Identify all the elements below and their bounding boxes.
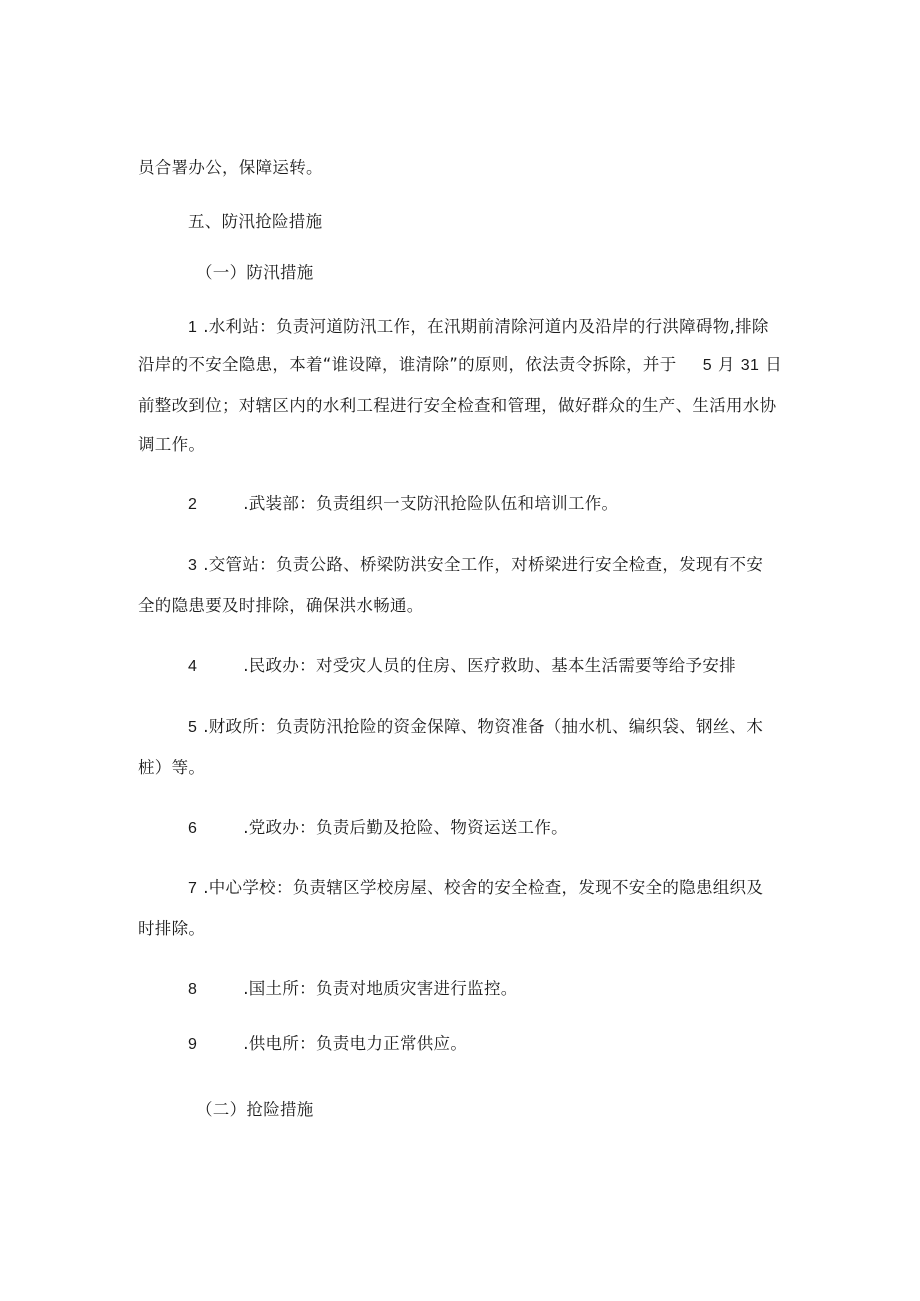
item-number: 4 — [188, 658, 198, 675]
item-number: 5 — [188, 719, 198, 736]
subsection-heading-1: （一）防汛措施 — [196, 263, 314, 282]
list-item-8 — [188, 979, 518, 1000]
item-text: 沿岸的不安全隐患，本着“谁设障，谁清除”的原则，依法责令拆除，并于 — [138, 355, 677, 374]
list-item-4 — [188, 656, 736, 677]
item-text: .水利站：负责河道防汛工作，在汛期前清除河道内及沿岸的行洪障碍物,排除 — [203, 317, 769, 336]
item-text: .民政办：对受灾人员的住房、医疗救助、基本生活需要等给予安排 — [243, 656, 736, 675]
section-heading-5: 五、防汛抢险措施 — [188, 212, 323, 231]
item-number: 8 — [188, 981, 198, 998]
item-text: .武装部：负责组织一支防汛抢险队伍和培训工作。 — [243, 494, 619, 513]
item-text: .国土所：负责对地质灾害进行监控。 — [243, 979, 518, 998]
continuation-line: 员合署办公，保障运转。 — [138, 158, 323, 177]
list-item-6 — [188, 818, 568, 839]
item-text: .财政所：负责防汛抢险的资金保障、物资准备（抽水机、编织袋、钢丝、木 — [203, 717, 764, 736]
item-text: 前整改到位；对辖区内的水利工程进行安全检查和管理，做好群众的生产、生活用水协 — [138, 396, 777, 415]
item-text: 调工作。 — [138, 435, 206, 454]
item-number: 1 — [188, 319, 198, 336]
item-text: .党政办：负责后勤及抢险、物资运送工作。 — [243, 818, 568, 837]
item-text: 桩）等。 — [138, 758, 206, 777]
list-item-9 — [188, 1034, 467, 1055]
list-item-2 — [188, 494, 618, 515]
item-text: .交管站：负责公路、桥梁防洪安全工作，对桥梁进行安全检查，发现有不安 — [203, 555, 764, 574]
item-text: .中心学校：负责辖区学校房屋、校舍的安全检查，发现不安全的隐患组织及 — [203, 878, 764, 897]
item-text: .供电所：负责电力正常供应。 — [243, 1034, 468, 1053]
subsection-heading-2: （二）抢险措施 — [196, 1100, 314, 1119]
item-number: 2 — [188, 496, 198, 513]
item-number: 7 — [188, 880, 198, 897]
item-number: 9 — [188, 1036, 198, 1053]
item-number: 3 — [188, 557, 198, 574]
item-text: 时排除。 — [138, 919, 206, 938]
item-number: 6 — [188, 820, 198, 837]
item-text: 全的隐患要及时排除，确保洪水畅通。 — [138, 596, 424, 615]
